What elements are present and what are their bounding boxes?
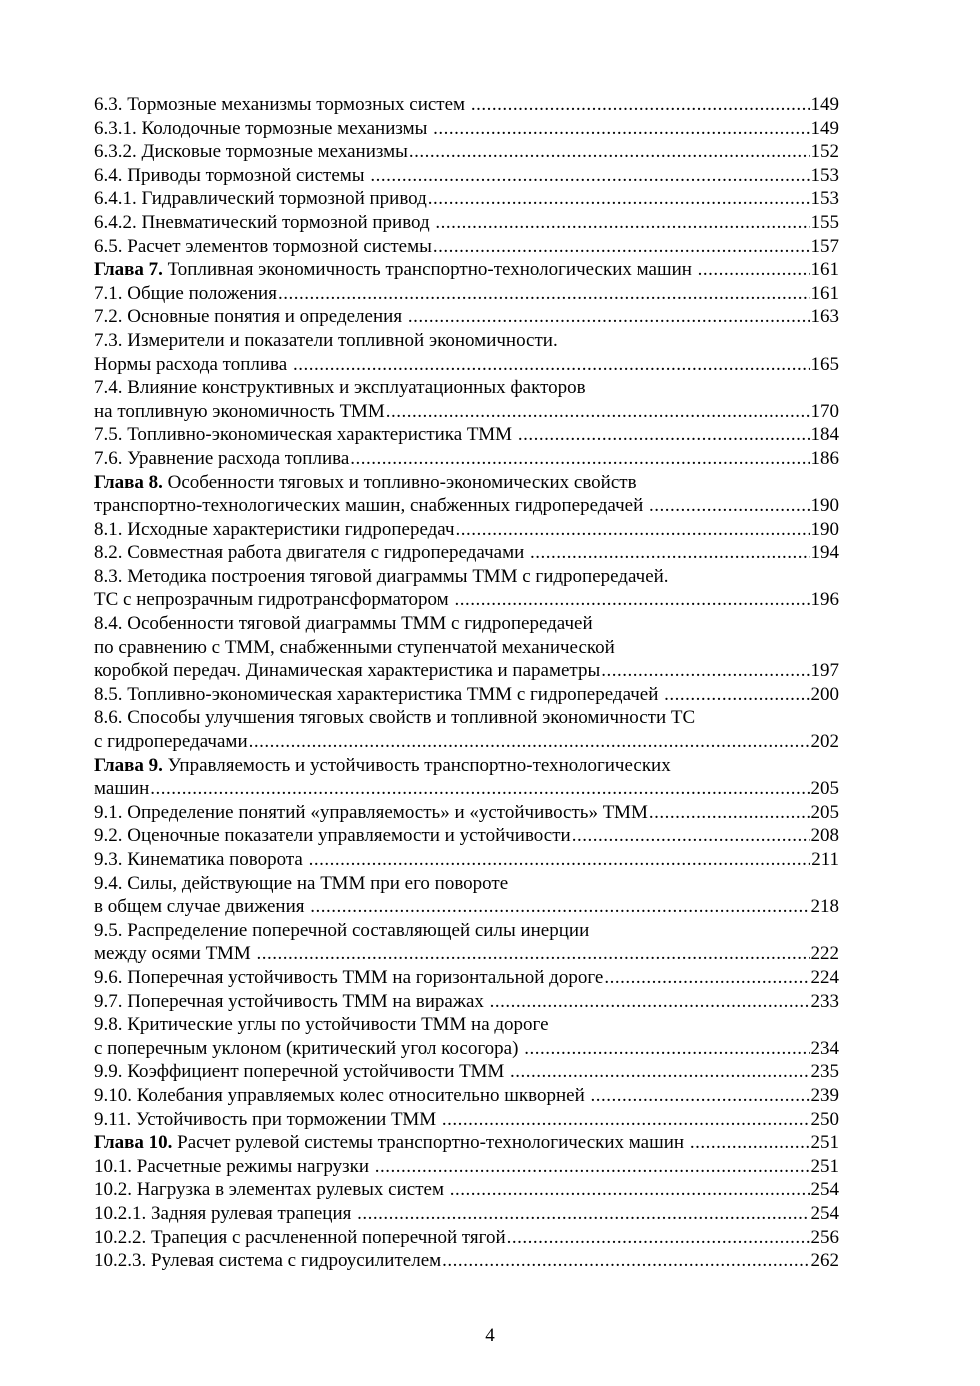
toc-entry-title — [94, 872, 508, 896]
toc-entry — [94, 895, 839, 919]
toc-entry-page: 251 — [810, 1155, 839, 1177]
toc-entry-title — [94, 187, 427, 211]
toc-entry-page: 224 — [810, 966, 839, 988]
toc-entry — [94, 1108, 839, 1132]
dot-leader — [518, 423, 810, 447]
toc-entry-text: 9.4. Силы, действующие на ТММ при его повороте — [94, 872, 509, 894]
dot-leader — [256, 942, 809, 966]
toc-entry — [94, 919, 839, 943]
toc-entry-title — [94, 1013, 549, 1037]
toc-entry-title — [94, 706, 695, 730]
toc-entry-title — [94, 376, 586, 400]
toc-entry-title — [94, 235, 432, 259]
dot-leader — [433, 235, 810, 259]
toc-entry — [94, 1226, 839, 1250]
toc-entry-text: 9.2. Оценочные показатели управляемости и устойчивости — [94, 825, 571, 847]
toc-entry-title — [94, 588, 453, 612]
toc-entry-page: 153 — [810, 164, 839, 186]
toc-entry-text: 7.5. Топливно-экономическая характеристика ТММ — [94, 424, 517, 446]
toc-entry-title — [94, 683, 663, 707]
toc-entry-title — [94, 541, 529, 565]
toc-entry-page: 153 — [810, 188, 839, 210]
toc-entry — [94, 1155, 839, 1179]
toc-entry-text: в общем случае движения — [94, 896, 310, 918]
dot-leader — [442, 1108, 810, 1132]
toc-entry-title — [94, 447, 349, 471]
toc-entry-page: 205 — [810, 778, 839, 800]
dot-leader — [649, 801, 810, 825]
toc-entry — [94, 447, 839, 471]
toc-entry — [94, 541, 839, 565]
toc-entry-title — [94, 518, 455, 542]
toc-entry-text: 7.2. Основные понятия и определения — [94, 306, 407, 328]
toc-entry-text: с поперечным уклоном (критический угол косогора) — [94, 1037, 524, 1059]
toc-entry-title — [94, 1178, 449, 1202]
toc-entry-text: 9.6. Поперечная устойчивость ТММ на горизонтальной дороге — [94, 966, 604, 988]
toc-entry-text: 7.4. Влияние конструктивных и эксплуатационных факторов — [94, 377, 586, 399]
toc-entry-text: Расчет рулевой системы транспортно-технологических машин — [172, 1132, 689, 1154]
toc-entry-text: Топливная экономичность транспортно-технологических машин — [162, 259, 697, 281]
toc-entry-title — [94, 1060, 509, 1084]
toc-entry — [94, 1178, 839, 1202]
toc-entry-page: 250 — [810, 1108, 839, 1130]
dot-leader — [433, 117, 809, 141]
toc-entry — [94, 565, 839, 589]
dot-leader — [350, 447, 809, 471]
toc-entry-text: 6.3. Тормозные механизмы тормозных систем — [94, 94, 470, 115]
toc-entry-title — [94, 305, 407, 329]
toc-entry-page: 239 — [810, 1084, 839, 1106]
toc-entry-title — [94, 565, 669, 589]
toc-entry — [94, 683, 839, 707]
toc-entry-text: 8.6. Способы улучшения тяговых свойств и топливной экономичности ТС — [94, 707, 696, 729]
dot-leader — [456, 518, 810, 542]
toc-entry — [94, 376, 839, 400]
dot-leader — [309, 848, 811, 872]
toc-entry-title — [94, 990, 489, 1014]
toc-entry-text: 6.3.1. Колодочные тормозные механизмы — [94, 117, 433, 139]
dot-leader — [572, 824, 810, 848]
toc-entry-page: 190 — [810, 495, 839, 517]
toc-entry-title — [94, 919, 589, 943]
toc-entry — [94, 353, 839, 377]
toc-entry-title — [94, 353, 292, 377]
toc-entry-title — [94, 730, 248, 754]
toc-entry-page: 152 — [810, 141, 839, 163]
toc-entry — [94, 824, 839, 848]
toc-entry-title — [94, 824, 571, 848]
toc-entry-text: 9.3. Кинематика поворота — [94, 849, 308, 870]
dot-leader — [454, 588, 809, 612]
dot-leader — [490, 990, 810, 1014]
toc-entry-title — [94, 282, 277, 306]
toc-entry-text: 9.1. Определение понятий «управляемость» и «устойчивость» ТММ — [94, 801, 648, 823]
dot-leader — [409, 140, 810, 164]
toc-entry — [94, 423, 839, 447]
toc-entry-title — [94, 258, 697, 282]
toc-entry-page: 254 — [810, 1202, 839, 1224]
toc-entry-text: ТС с непрозрачным гидротрансформатором — [94, 589, 454, 611]
toc-entry — [94, 990, 839, 1014]
toc-entry-text: по сравнению с ТММ, снабженными ступенчатой механической — [94, 636, 615, 658]
toc-entry — [94, 1249, 839, 1273]
dot-leader — [601, 659, 809, 683]
toc-entry-title — [94, 1155, 374, 1179]
toc-entry — [94, 211, 839, 235]
toc-entry — [94, 848, 839, 872]
toc-entry — [94, 1013, 839, 1037]
toc-entry-page: 186 — [810, 447, 839, 469]
chapter-label: Глава 10. — [94, 1132, 173, 1154]
toc-entry-text: 6.4.1. Гидравлический тормозной привод — [94, 188, 427, 210]
toc-entry — [94, 872, 839, 896]
toc-entry-text: 6.4. Приводы тормозной системы — [94, 164, 370, 186]
toc-entry-text: 10.2.3. Рулевая система с гидроусилителем — [94, 1250, 442, 1272]
toc-entry-page: 196 — [810, 589, 839, 611]
chapter-label: Глава 8. — [94, 471, 163, 493]
dot-leader — [375, 1155, 810, 1179]
toc-entry-title — [94, 1249, 441, 1273]
dot-leader — [428, 187, 810, 211]
toc-entry-title — [94, 659, 600, 683]
toc-entry-text: Управляемость и устойчивость транспортно-технологических — [162, 754, 671, 776]
toc-entry-page: 262 — [810, 1250, 839, 1272]
toc-entry — [94, 588, 839, 612]
toc-entry-title — [94, 1108, 441, 1132]
toc-entry-text: 7.6. Уравнение расхода топлива — [94, 447, 350, 469]
toc-entry-text: 8.3. Методика построения тяговой диаграммы ТММ с гидропередачей. — [94, 565, 669, 587]
dot-leader — [278, 282, 810, 306]
toc-entry-title — [94, 636, 615, 660]
dot-leader — [510, 1060, 809, 1084]
dot-leader — [310, 895, 809, 919]
dot-leader — [386, 400, 810, 424]
toc-entry-text: 10.2. Нагрузка в элементах рулевых систем — [94, 1179, 449, 1201]
toc-entry-page: 184 — [810, 424, 839, 446]
toc-entry-page: 208 — [810, 825, 839, 847]
toc-entry-text: 10.2.1. Задняя рулевая трапеция — [94, 1202, 357, 1224]
toc-entry — [94, 187, 839, 211]
toc-entry-title — [94, 494, 648, 518]
toc-entry-text: с гидропередачами — [94, 731, 248, 753]
dot-leader — [649, 494, 809, 518]
toc-entry-page: 233 — [810, 990, 839, 1012]
toc-entry — [94, 1131, 839, 1155]
toc-entry-text: между осями ТММ — [94, 943, 256, 965]
toc-entry-page: 149 — [810, 94, 839, 115]
page-number: 4 — [485, 1325, 495, 1346]
toc-entry — [94, 1084, 839, 1108]
dot-leader — [690, 1131, 810, 1155]
toc-entry — [94, 258, 839, 282]
toc-entry-page: 254 — [810, 1179, 839, 1201]
toc-entry-page: 222 — [810, 943, 839, 965]
toc-entry-title — [94, 164, 369, 188]
dot-leader — [370, 164, 809, 188]
toc-entry — [94, 1037, 839, 1061]
dot-leader — [249, 730, 810, 754]
toc-entry-text: на топливную экономичность ТММ — [94, 400, 385, 422]
toc-entry-page: 157 — [810, 235, 839, 257]
toc-entry-text: 8.4. Особенности тяговой диаграммы ТММ с гидропередачей — [94, 613, 593, 635]
toc-entry-title — [94, 1084, 589, 1108]
toc-entry-title — [94, 895, 309, 919]
dot-leader — [664, 683, 809, 707]
toc-entry-text: 7.3. Измерители и показатели топливной экономичности. — [94, 329, 558, 351]
toc-entry-text: 9.8. Критические углы по устойчивости ТММ на дороге — [94, 1014, 549, 1036]
toc-entry-text: 7.1. Общие положения — [94, 282, 277, 304]
dot-leader — [150, 777, 809, 801]
toc-entry-title — [94, 1226, 506, 1250]
toc-entry-title — [94, 400, 385, 424]
toc-entry-page: 200 — [810, 683, 839, 705]
toc-entry — [94, 471, 839, 495]
toc-entry-page: 165 — [810, 353, 839, 375]
toc-entry-text: Нормы расхода топлива — [94, 353, 292, 375]
toc-entry — [94, 282, 839, 306]
dot-leader — [507, 1226, 810, 1250]
dot-leader — [530, 541, 809, 565]
toc-entry-title — [94, 1131, 689, 1155]
toc-entry — [94, 117, 839, 141]
toc-entry-title — [94, 423, 517, 447]
toc-entry-title — [94, 117, 432, 141]
toc-entry — [94, 1060, 839, 1084]
toc-entry — [94, 1202, 839, 1226]
dot-leader — [590, 1084, 809, 1108]
toc-entry — [94, 706, 839, 730]
toc-entry-text: 9.7. Поперечная устойчивость ТММ на виражах — [94, 990, 489, 1012]
chapter-label: Глава 9. — [94, 754, 163, 776]
toc-entry-page: 170 — [810, 400, 839, 422]
toc-entry-page: 197 — [810, 660, 839, 682]
toc-entry-text: 9.9. Коэффициент поперечной устойчивости ТММ — [94, 1061, 510, 1083]
toc-entry — [94, 329, 839, 353]
toc-entry — [94, 494, 839, 518]
toc-entry — [94, 659, 839, 683]
toc-entry-title — [94, 777, 149, 801]
toc-entry-page: 163 — [810, 306, 839, 328]
toc-entry-text: 6.4.2. Пневматический тормозной привод — [94, 211, 435, 233]
dot-leader — [604, 966, 809, 990]
dot-leader — [442, 1249, 809, 1273]
toc-entry-page: 190 — [810, 518, 839, 540]
toc-entry-text: 9.10. Колебания управляемых колес относительно шкворней — [94, 1084, 590, 1106]
toc-entry-text: 6.3.2. Дисковые тормозные механизмы — [94, 141, 408, 163]
toc-entry-title — [94, 942, 255, 966]
toc-entry-title — [94, 140, 408, 164]
toc-entry-page: 161 — [810, 259, 839, 281]
toc-entry — [94, 730, 839, 754]
toc-entry — [94, 235, 839, 259]
toc-entry-title — [94, 848, 308, 872]
dot-leader — [435, 211, 809, 235]
toc-entry-text: 10.1. Расчетные режимы нагрузки — [94, 1155, 374, 1177]
toc-entry-page: 211 — [811, 849, 839, 870]
toc-entry — [94, 966, 839, 990]
dot-leader — [524, 1037, 809, 1061]
toc-entry — [94, 636, 839, 660]
toc-entry-page: 155 — [810, 211, 839, 233]
toc-entry-page: 161 — [810, 282, 839, 304]
toc-entry-text: 8.2. Совместная работа двигателя с гидропередачами — [94, 542, 530, 564]
toc-entry-title — [94, 612, 593, 636]
toc-entry-page: 235 — [810, 1061, 839, 1083]
toc-entry-title — [94, 211, 434, 235]
toc-entry-page: 256 — [810, 1226, 839, 1248]
toc-entry — [94, 801, 839, 825]
toc-entry-text: 6.5. Расчет элементов тормозной системы — [94, 235, 432, 257]
toc-entry-text: 9.11. Устойчивость при торможении ТММ — [94, 1108, 441, 1130]
toc-entry-title — [94, 329, 558, 353]
toc-entry — [94, 754, 839, 778]
toc-entry-text: 8.1. Исходные характеристики гидропередач — [94, 518, 455, 540]
toc-entry-text: 8.5. Топливно-экономическая характеристика ТММ с гидропередачей — [94, 683, 664, 705]
toc-entry — [94, 400, 839, 424]
table-of-contents — [94, 93, 839, 1273]
toc-entry-text: транспортно-технологических машин, снабженных гидропередачей — [94, 495, 649, 517]
toc-entry-text: машин — [94, 778, 150, 800]
toc-entry-page: 251 — [810, 1132, 839, 1154]
toc-entry-title — [94, 1202, 356, 1226]
dot-leader — [698, 258, 810, 282]
toc-entry-page: 194 — [810, 542, 839, 564]
toc-entry-page: 205 — [810, 801, 839, 823]
dot-leader — [293, 353, 810, 377]
toc-entry — [94, 518, 839, 542]
toc-entry — [94, 140, 839, 164]
toc-entry — [94, 164, 839, 188]
toc-entry-title — [94, 801, 648, 825]
toc-entry-page: 149 — [810, 117, 839, 139]
toc-entry — [94, 612, 839, 636]
toc-entry — [94, 93, 839, 117]
toc-entry — [94, 305, 839, 329]
toc-entry-title — [94, 93, 470, 117]
toc-entry-text: 9.5. Распределение поперечной составляющей силы инерции — [94, 919, 590, 941]
toc-entry-page: 218 — [810, 896, 839, 918]
toc-entry-page: 234 — [810, 1037, 839, 1059]
chapter-label: Глава 7. — [94, 259, 163, 281]
dot-leader — [408, 305, 810, 329]
toc-entry-title — [94, 754, 671, 778]
dot-leader — [357, 1202, 809, 1226]
dot-leader — [450, 1178, 810, 1202]
toc-entry-text: 10.2.2. Трапеция с расчлененной поперечной тягой — [94, 1226, 506, 1248]
dot-leader — [471, 93, 810, 117]
toc-entry — [94, 942, 839, 966]
toc-entry-text: коробкой передач. Динамическая характеристика и параметры — [94, 660, 601, 682]
toc-entry — [94, 777, 839, 801]
toc-entry-title — [94, 471, 637, 495]
toc-entry-title — [94, 1037, 523, 1061]
toc-entry-title — [94, 966, 603, 990]
toc-entry-page: 202 — [810, 731, 839, 753]
toc-entry-text: Особенности тяговых и топливно-экономических свойств — [162, 471, 637, 493]
